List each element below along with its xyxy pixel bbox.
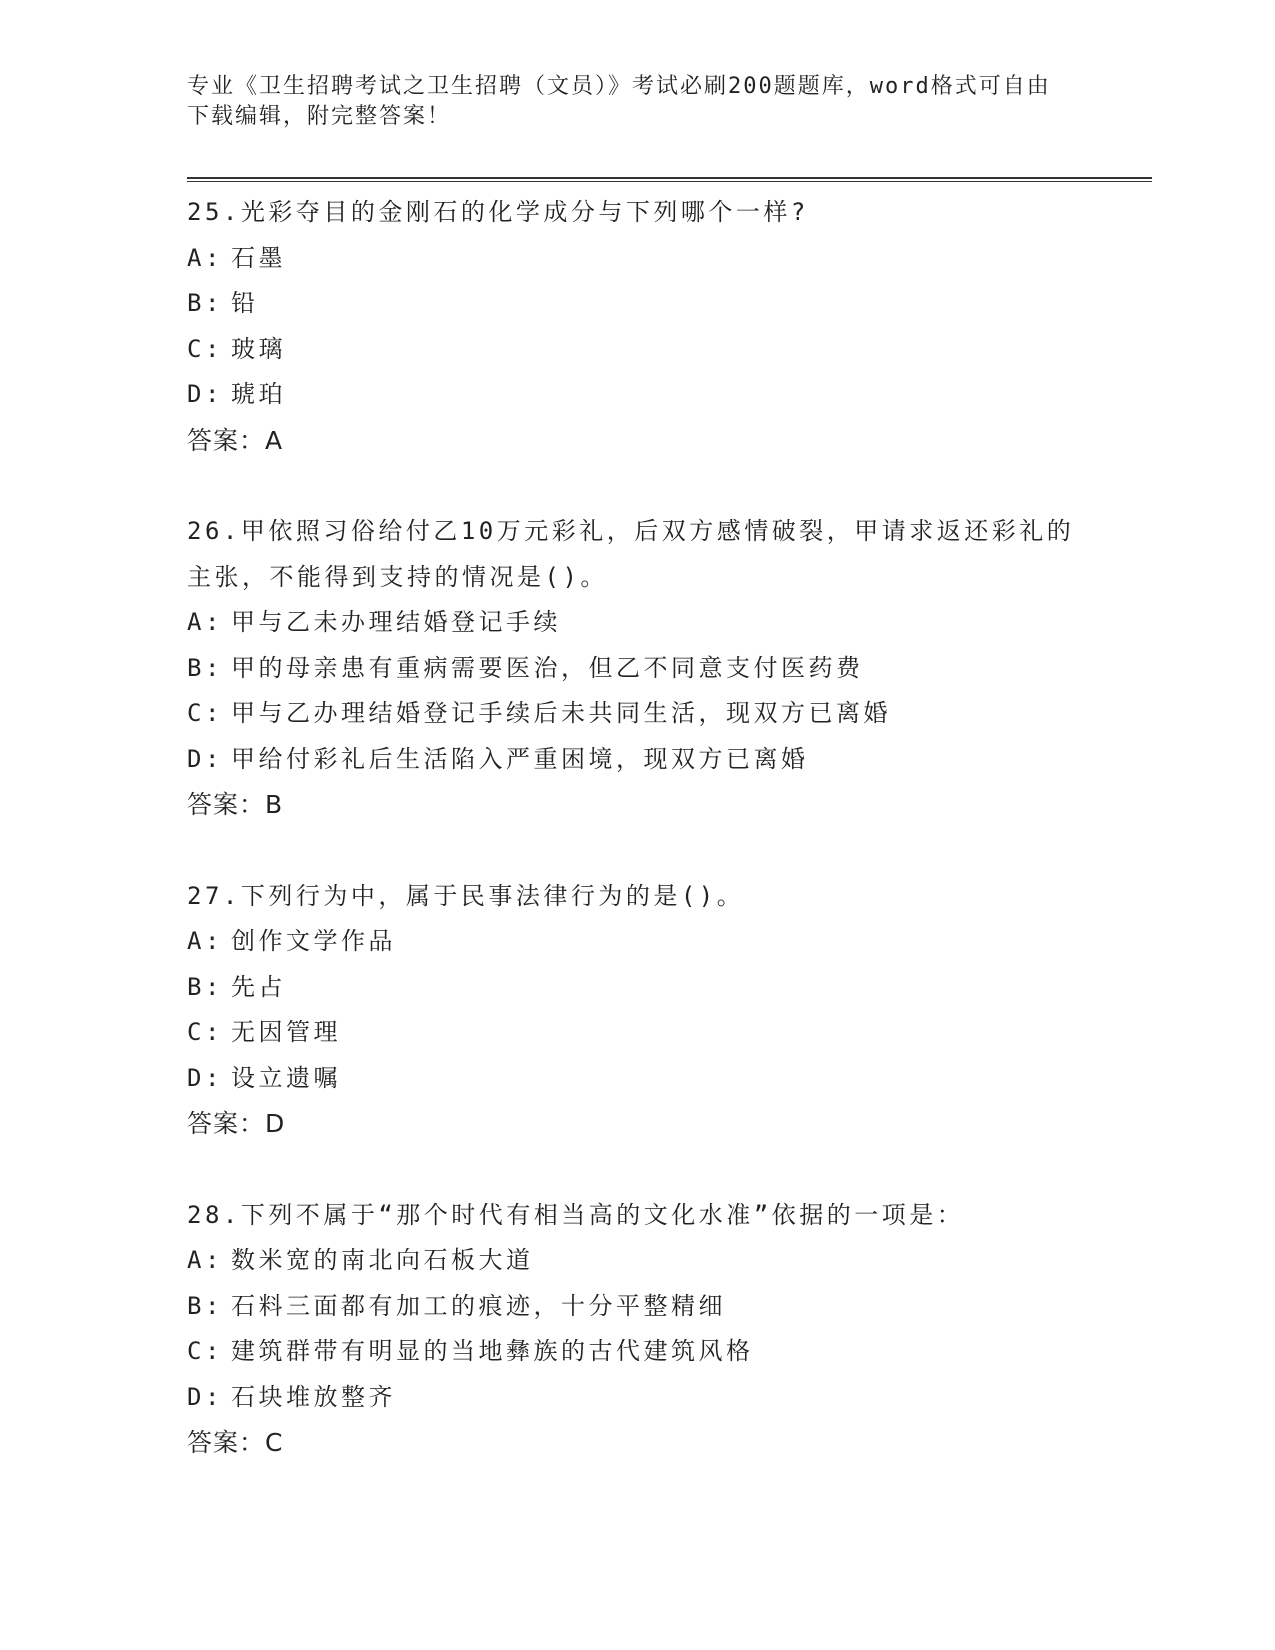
option-text: 甲的母亲患有重病需要医治，但乙不同意支付医药费 — [231, 653, 864, 682]
question-25 — [187, 190, 1087, 463]
option-text: 石墨 — [231, 243, 286, 272]
option-key: C: — [187, 699, 223, 727]
option-key: D: — [187, 744, 223, 773]
option-text: 琥珀 — [231, 380, 286, 408]
option-c — [187, 327, 1087, 373]
option-key: A: — [187, 608, 223, 636]
option-c — [187, 1329, 1087, 1375]
option-key: B: — [187, 653, 223, 682]
option-a — [187, 1238, 1087, 1284]
question-stem: 25.光彩夺目的金刚石的化学成分与下列哪个一样? — [187, 198, 809, 226]
option-d — [187, 737, 1087, 783]
question-26 — [187, 509, 1087, 828]
option-b — [187, 646, 1087, 692]
question-28 — [187, 1193, 1087, 1466]
option-text: 铅 — [231, 289, 259, 317]
option-text: 无因管理 — [231, 1018, 341, 1046]
option-d — [187, 1056, 1087, 1102]
option-text: 玻璃 — [231, 334, 286, 363]
option-text: 甲给付彩礼后生活陷入严重困境，现双方已离婚 — [231, 744, 809, 773]
option-b — [187, 965, 1087, 1011]
option-c — [187, 691, 1087, 737]
header-divider — [187, 177, 1152, 179]
option-text: 创作文学作品 — [231, 927, 396, 955]
option-text: 设立遗嘱 — [231, 1063, 341, 1092]
question-stem: 28.下列不属于“那个时代有相当高的文化水准”依据的一项是： — [187, 1200, 965, 1229]
option-key: D: — [187, 380, 223, 408]
question-27 — [187, 874, 1087, 1147]
question-stem: 26.甲依照习俗给付乙10万元彩礼，后双方感情破裂，甲请求返还彩礼的主张，不能得到支持的情况是()。 — [187, 517, 1075, 591]
option-key: A: — [187, 927, 223, 955]
option-key: D: — [187, 1063, 223, 1092]
answer-line: 答案：C — [187, 1428, 284, 1457]
option-a — [187, 236, 1087, 282]
option-text: 石块堆放整齐 — [231, 1382, 396, 1411]
header-divider-thin — [187, 181, 1152, 182]
answer-line: 答案：A — [187, 425, 284, 455]
question-stem: 27.下列行为中，属于民事法律行为的是()。 — [187, 881, 745, 910]
question-list — [187, 190, 1087, 1512]
answer-line: 答案：B — [187, 790, 284, 819]
option-key: D: — [187, 1382, 223, 1411]
option-text: 先占 — [231, 972, 286, 1001]
option-a — [187, 919, 1087, 965]
option-key: A: — [187, 1246, 223, 1274]
option-text: 数米宽的南北向石板大道 — [231, 1246, 534, 1274]
option-d — [187, 372, 1087, 418]
option-key: B: — [187, 1291, 223, 1320]
option-b — [187, 281, 1087, 327]
option-text: 甲与乙未办理结婚登记手续 — [231, 608, 561, 636]
option-key: A: — [187, 243, 223, 272]
header-text: 专业《卫生招聘考试之卫生招聘（文员）》考试必刷200题题库，word格式可自由下载编辑，附完整答案！ — [187, 74, 1051, 129]
option-key: C: — [187, 1018, 223, 1046]
option-c — [187, 1010, 1087, 1056]
option-key: B: — [187, 289, 223, 317]
option-text: 建筑群带有明显的当地彝族的古代建筑风格 — [231, 1337, 754, 1365]
option-key: C: — [187, 1337, 223, 1365]
option-text: 石料三面都有加工的痕迹，十分平整精细 — [231, 1291, 726, 1320]
document-header — [187, 72, 1067, 132]
option-b — [187, 1284, 1087, 1330]
option-d — [187, 1375, 1087, 1421]
option-text: 甲与乙办理结婚登记手续后未共同生活，现双方已离婚 — [231, 699, 891, 727]
answer-line: 答案：D — [187, 1109, 286, 1138]
option-key: C: — [187, 334, 223, 363]
option-key: B: — [187, 972, 223, 1001]
option-a — [187, 600, 1087, 646]
